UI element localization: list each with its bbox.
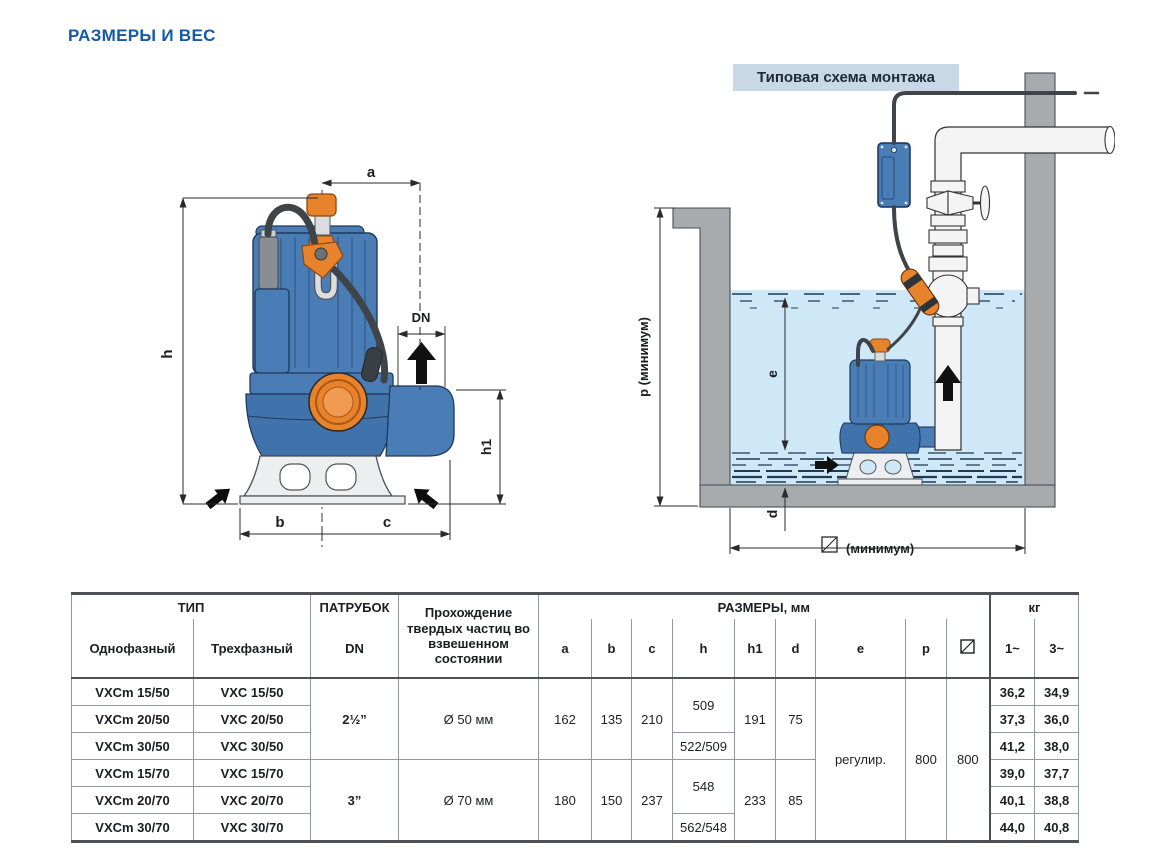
- header-kg-1ph: 1~: [990, 619, 1035, 678]
- dim-b-value: 135: [592, 678, 632, 760]
- pump-model-tri: VXC 30/50: [194, 733, 311, 760]
- table-row: [72, 678, 1079, 706]
- pit-floor: [700, 485, 1055, 507]
- header-port-group: ПАТРУБОК: [311, 594, 399, 620]
- header-footprint-symbol: [947, 619, 990, 678]
- dim-c-label: c: [382, 514, 392, 531]
- weight-3ph: 34,9: [1035, 678, 1079, 706]
- terminal-box: [255, 289, 289, 373]
- cable-gland-body: [259, 237, 278, 289]
- header-kg-3ph: 3~: [1035, 619, 1079, 678]
- pipe-unions: [929, 230, 967, 271]
- dimension-p: [654, 208, 698, 506]
- page-title: РАЗМЕРЫ И ВЕС: [68, 26, 216, 45]
- dim-h1-value: 233: [735, 760, 776, 842]
- dim-p-label: р (минимум): [636, 317, 651, 397]
- pit-left-wall: [673, 208, 730, 485]
- weight-3ph: 38,8: [1035, 787, 1079, 814]
- header-dn: DN: [311, 619, 399, 678]
- gate-valve-icon: [927, 181, 990, 226]
- header-dim-h: h: [673, 619, 735, 678]
- weight-3ph: 37,7: [1035, 760, 1079, 787]
- pump-model-mono: VXCm 15/50: [72, 678, 194, 706]
- footprint-symbol-icon: [822, 537, 837, 552]
- pump-model-tri: VXC 30/70: [194, 814, 311, 842]
- mini-base-hole-left: [860, 460, 876, 474]
- bracket-pivot: [315, 248, 327, 260]
- pump-model-tri: VXC 15/50: [194, 678, 311, 706]
- weight-1ph: 41,2: [990, 733, 1035, 760]
- header-dim-d: d: [776, 619, 816, 678]
- pump-model-mono: VXCm 15/70: [72, 760, 194, 787]
- header-dim-a: a: [539, 619, 592, 678]
- pump-model-mono: VXCm 30/50: [72, 733, 194, 760]
- dim-h-value: 522/509: [673, 733, 735, 760]
- weight-1ph: 37,3: [990, 706, 1035, 733]
- dim-a-label: a: [366, 164, 376, 181]
- dim-b-value: 150: [592, 760, 632, 842]
- dim-b-label: b: [275, 514, 285, 531]
- dim-h-value: 562/548: [673, 814, 735, 842]
- header-particles: Прохождение твердых частиц во взвешенном состоянии: [399, 594, 539, 679]
- weight-1ph: 39,0: [990, 760, 1035, 787]
- pump-model-mono: VXCm 30/70: [72, 814, 194, 842]
- dim-c-value: 210: [632, 678, 673, 760]
- installation-scheme-banner: Типовая схема монтажа: [733, 64, 959, 91]
- dim-p-value: 800: [906, 678, 947, 842]
- dim-dn-label: DN: [411, 310, 431, 325]
- footprint-value: 800: [947, 678, 990, 842]
- dim-h-value: 548: [673, 760, 735, 814]
- pump-model-tri: VXC 20/50: [194, 706, 311, 733]
- header-triphase: Трехфазный: [194, 619, 311, 678]
- discharge-outlet: [386, 386, 454, 456]
- header-kg-group: кг: [990, 594, 1079, 620]
- dim-h-label: h: [159, 349, 176, 359]
- dim-e-label: e: [764, 370, 780, 378]
- particle-size-value: Ø 50 мм: [399, 678, 539, 760]
- dn-value: 2½”: [311, 678, 399, 760]
- mini-base-plate: [838, 479, 922, 485]
- inspection-port-center: [323, 387, 353, 417]
- footprint-min-label: (минимум): [846, 541, 915, 556]
- pump-model-tri: VXC 15/70: [194, 760, 311, 787]
- control-box-icon: [878, 143, 910, 207]
- dim-d-value: 75: [776, 678, 816, 760]
- dim-a-value: 180: [539, 760, 592, 842]
- header-sizes-group: РАЗМЕРЫ, мм: [539, 594, 990, 620]
- weight-1ph: 40,1: [990, 787, 1035, 814]
- header-dim-p: p: [906, 619, 947, 678]
- dim-d-label: d: [764, 509, 780, 519]
- footprint-symbol-icon: [960, 639, 975, 654]
- weight-3ph: 36,0: [1035, 706, 1079, 733]
- handle-cap: [307, 194, 336, 216]
- base-plate: [240, 496, 405, 504]
- weight-1ph: 44,0: [990, 814, 1035, 842]
- header-dim-c: c: [632, 619, 673, 678]
- dim-d-value: 85: [776, 760, 816, 842]
- header-monophase: Однофазный: [72, 619, 194, 678]
- header-dim-b: b: [592, 619, 632, 678]
- weight-3ph: 38,0: [1035, 733, 1079, 760]
- discharge-flow-arrow-icon: [407, 342, 436, 384]
- dimensions-table: [71, 592, 1079, 843]
- mini-port: [865, 425, 889, 449]
- header-type-group: ТИП: [72, 594, 311, 620]
- suction-base: [244, 456, 392, 496]
- pump-dimension-drawing: [140, 150, 530, 580]
- dim-h1-label: h1: [478, 438, 494, 456]
- dn-value: 3”: [311, 760, 399, 842]
- dim-c-value: 237: [632, 760, 673, 842]
- pump-model-mono: VXCm 20/70: [72, 787, 194, 814]
- base-hole-left: [280, 464, 310, 490]
- dim-a-value: 162: [539, 678, 592, 760]
- inflow-arrow-left-icon: [202, 482, 235, 513]
- header-dim-e: e: [816, 619, 906, 678]
- weight-1ph: 36,2: [990, 678, 1035, 706]
- base-hole-right: [326, 464, 356, 490]
- mini-base-hole-right: [885, 460, 901, 474]
- pump-model-tri: VXC 20/70: [194, 787, 311, 814]
- pipe-open-end: [1105, 127, 1115, 154]
- dim-h1-value: 191: [735, 678, 776, 760]
- mini-base: [846, 453, 914, 479]
- pump-model-mono: VXCm 20/50: [72, 706, 194, 733]
- particle-size-value: Ø 70 мм: [399, 760, 539, 842]
- inflow-arrow-right-icon: [408, 482, 441, 513]
- installation-schema: [630, 65, 1115, 585]
- header-dim-h1: h1: [735, 619, 776, 678]
- dim-h-value: 509: [673, 678, 735, 733]
- dim-e-value: регулир.: [816, 678, 906, 842]
- mini-motor: [850, 360, 910, 424]
- weight-3ph: 40,8: [1035, 814, 1079, 842]
